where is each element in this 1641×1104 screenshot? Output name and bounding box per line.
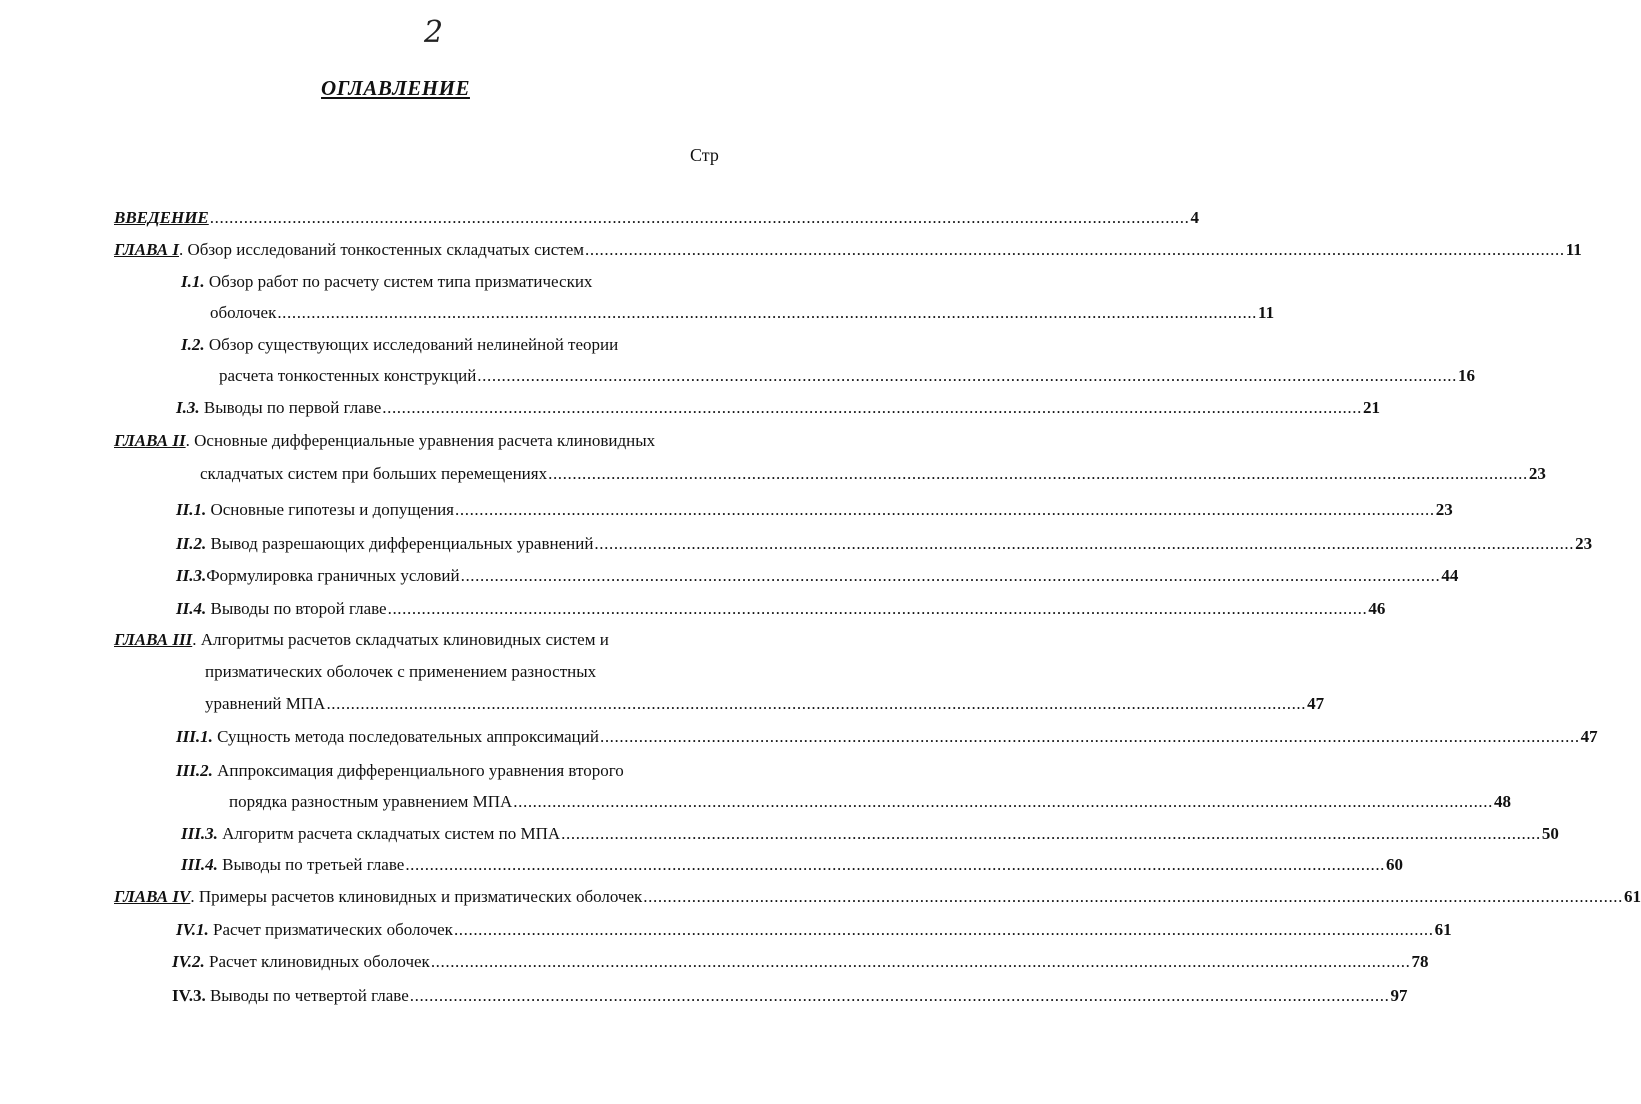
toc-entry-1-1 [181,269,592,295]
toc-entry-2-3 [176,563,1459,589]
toc-entry-3-1 [176,724,1598,750]
toc-page-number: 47 [1580,727,1598,746]
toc-entry-chapter-4 [114,884,1641,910]
toc-leader: .......................................................................................................................................................................................................... [599,727,1580,746]
toc-entry-chapter-2 [114,428,655,454]
toc-page-number: 47 [1307,694,1325,713]
toc-entry-title: Вывод разрешающих дифференциальных уравнений [206,534,594,553]
toc-page-number: 50 [1541,824,1559,843]
toc-page-number: 97 [1390,986,1408,1005]
toc-entry-title-cont: порядка разностным уравнением МПА [229,792,513,811]
toc-leader: .......................................................................................................................................................................................................... [477,366,1457,385]
toc-page-number: 4 [1190,208,1199,227]
toc-leader: .......................................................................................................................................................................................................... [277,303,1258,322]
toc-entry-4-2 [172,949,1429,975]
toc-entry-title: Основные гипотезы и допущения [206,500,455,519]
toc-leader: .......................................................................................................................................................................................................... [455,500,1435,519]
toc-entry-1-1-cont [210,300,1275,326]
toc-section-number: I.3. [176,398,200,417]
toc-entry-title: . Алгоритмы расчетов складчатых клиновидных систем и [192,630,609,649]
toc-section-number: II.1. [176,500,207,519]
toc-entry-chapter-1 [114,237,1582,263]
toc-entry-title-cont: расчета тонкостенных конструкций [219,366,477,385]
toc-entry-title: Обзор работ по расчету систем типа призматических [204,272,593,291]
toc-entry-chapter-2-cont [200,461,1546,487]
toc-section-number: II.3. [176,566,207,585]
toc-section-number: IV.2. [172,952,205,971]
toc-entry-1-2 [181,332,618,358]
toc-entry-4-1 [176,917,1452,943]
page-title: ОГЛАВЛЕНИЕ [321,76,470,100]
toc-entry-chapter-3-cont [205,659,596,685]
toc-page-number: 44 [1441,566,1459,585]
toc-leader: .......................................................................................................................................................................................................... [548,464,1528,483]
toc-section-number: IV.3. [172,986,206,1005]
toc-chapter-label: ГЛАВА II [114,431,186,450]
toc-section-number: III.2. [176,761,213,780]
toc-page-number: 60 [1386,855,1404,874]
toc-leader: .......................................................................................................................................................................................................... [430,952,1411,971]
toc-leader: .......................................................................................................................................................................................................... [326,694,1307,713]
toc-section-number: I.1. [181,272,205,291]
toc-page-number: 78 [1411,952,1429,971]
toc-entry-title: Обзор существующих исследований нелинейной теории [204,335,619,354]
toc-entry-title: Выводы по четвертой главе [205,986,409,1005]
toc-entry-title: Выводы по первой главе [199,398,382,417]
toc-entry-title: Выводы по второй главе [206,599,387,618]
toc-section-number: II.2. [176,534,207,553]
toc-page-number: 23 [1528,464,1546,483]
toc-entry-1-2-cont [219,363,1475,389]
toc-leader: .......................................................................................................................................................................................................... [409,986,1390,1005]
toc-entry-title-cont: складчатых систем при больших перемещениях [200,464,548,483]
toc-entry-title: Расчет призматических оболочек [208,920,453,939]
toc-leader: .......................................................................................................................................................................................................... [513,792,1493,811]
toc-entry-chapter-3-cont2 [205,691,1325,717]
toc-entry-title: . Основные дифференциальные уравнения расчета клиновидных [185,431,656,450]
toc-entry-title-cont: призматических оболочек с применением разностных [205,662,597,681]
toc-chapter-label: ГЛАВА I [114,240,179,259]
toc-leader: .......................................................................................................................................................................................................... [382,398,1362,417]
toc-entry-2-1 [176,497,1453,523]
toc-chapter-label: ГЛАВА IV [114,887,191,906]
page-number: 2 [424,15,444,50]
toc-entry-title-cont: оболочек [210,303,277,322]
toc-entry-1-3 [176,395,1380,421]
toc-page-number: 46 [1368,599,1386,618]
toc-entry-title: Формулировка граничных условий [206,566,460,585]
toc-leader: .......................................................................................................................................................................................................... [594,534,1575,553]
toc-entry-title: Алгоритм расчета складчатых систем по МПА [217,824,561,843]
toc-page-number: 16 [1458,366,1475,385]
toc-entry-title: Расчет клиновидных оболочек [204,952,430,971]
toc-chapter-label: ГЛАВА III [114,630,193,649]
toc-entry-3-2 [176,758,624,784]
toc-page-number: 23 [1435,500,1453,519]
toc-section-number: III.3. [181,824,218,843]
toc-entry-title-cont: уравнений МПА [205,694,326,713]
toc-section-number: III.1. [176,727,213,746]
toc-page-number: 11 [1565,240,1582,259]
toc-leader: .......................................................................................................................................................................................................... [209,208,1190,227]
toc-leader: .......................................................................................................................................................................................................... [585,240,1565,259]
toc-section-number: III.4. [181,855,218,874]
toc-entry-4-3 [172,983,1408,1009]
toc-leader: .......................................................................................................................................................................................................... [453,920,1434,939]
toc-entry-title: . Примеры расчетов клиновидных и призматических оболочек [190,887,643,906]
toc-entry-3-3 [181,821,1559,847]
toc-entry-3-4 [181,852,1404,878]
toc-section-number: IV.1. [176,920,209,939]
toc-entry-chapter-3 [114,627,609,653]
toc-entry-3-2-cont [229,789,1511,815]
toc-page-number: 11 [1258,303,1275,322]
toc-entry-title: Сущность метода последовательных аппроксимаций [212,727,599,746]
toc-section-number: II.4. [176,599,207,618]
toc-leader: .......................................................................................................................................................................................................... [460,566,1441,585]
toc-page-number: 61 [1434,920,1452,939]
toc-entry-title: Аппроксимация дифференциального уравнения второго [212,761,624,780]
toc-leader: .......................................................................................................................................................................................................... [561,824,1541,843]
toc-page-number: 61 [1624,887,1641,906]
page-column-label: Стр [690,145,719,165]
toc-entry-title: Выводы по третьей главе [217,855,405,874]
toc-entry-2-4 [176,596,1386,622]
toc-page-number: 23 [1575,534,1593,553]
toc-entry-intro [114,205,1199,231]
toc-page-number: 21 [1362,398,1380,417]
toc-entry-2-2 [176,531,1593,557]
toc-chapter-label: ВВЕДЕНИЕ [114,208,209,227]
toc-entry-title: . Обзор исследований тонкостенных складчатых систем [179,240,584,259]
toc-leader: .......................................................................................................................................................................................................... [643,887,1623,906]
toc-page-number: 48 [1493,792,1511,811]
toc-leader: .......................................................................................................................................................................................................... [387,599,1368,618]
toc-section-number: I.2. [181,335,205,354]
toc-leader: .......................................................................................................................................................................................................... [405,855,1386,874]
